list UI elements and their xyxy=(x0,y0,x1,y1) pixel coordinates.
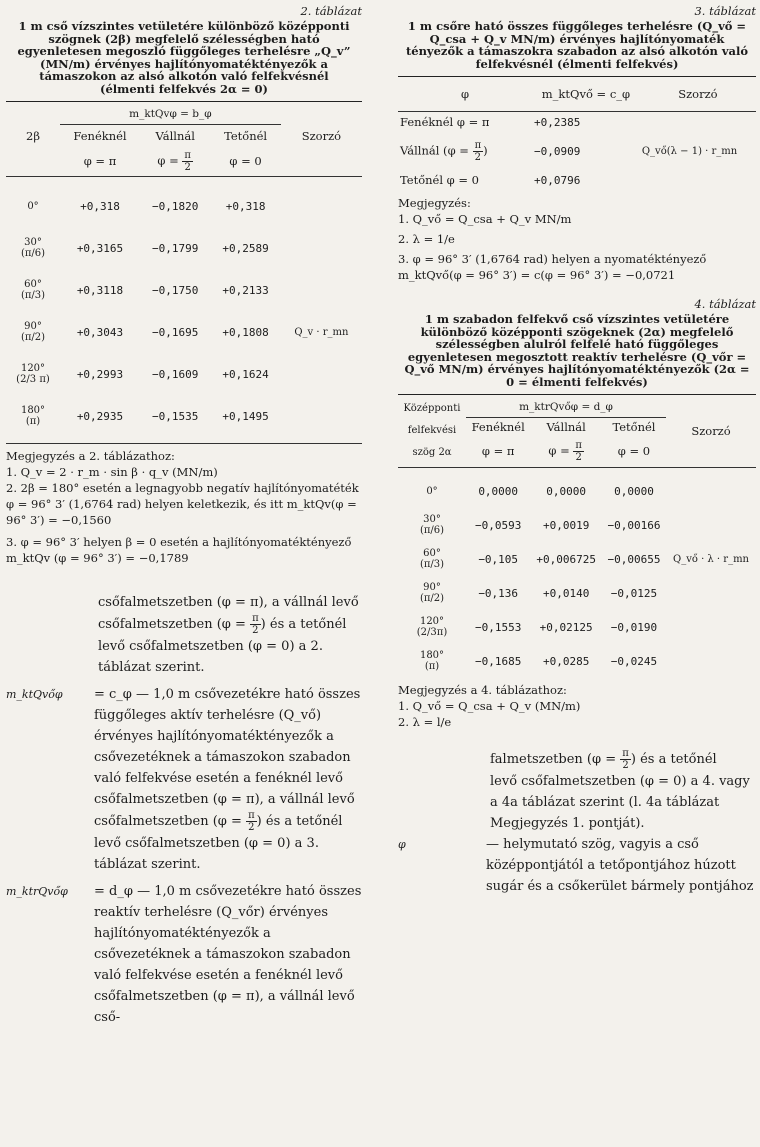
left-intro-line-1: csőfalmetszetben (φ = π), a vállnál levő xyxy=(98,595,359,610)
table3-vall-den: 2 xyxy=(474,151,482,163)
right-line-1: falmetszetben (φ = $\frac{\pi}{2}$ ) és a tetőnél xyxy=(490,748,717,771)
table2-cell-szorzo: Q_v · r_mn xyxy=(294,326,349,338)
table2-notes-title: Megjegyzés a 2. táblázathoz: xyxy=(6,449,175,463)
table3-col-phi: φ xyxy=(460,86,470,101)
table2 xyxy=(6,102,362,437)
table2-sub-vall-lhs: φ = xyxy=(157,153,179,168)
table4-col-szorzo: Szorzó xyxy=(691,424,731,438)
table3-col-m: m_ktQvő = c_φ xyxy=(541,86,631,101)
table2-cell-szorzo xyxy=(281,185,362,227)
table4-angle-deg: 120° xyxy=(419,616,445,627)
left-def1-vall-num: π xyxy=(248,810,255,821)
table2-cell-angle xyxy=(6,185,60,227)
table4-body xyxy=(398,474,756,678)
table3-label: 3. táblázat xyxy=(694,4,756,18)
table3-row2-szorzo: Q_vő(λ − 1) · r_mn xyxy=(641,145,738,157)
table3-row3-value: +0,0796 xyxy=(534,173,581,187)
table3-row2-value: −0,0909 xyxy=(534,144,581,158)
table4-cell-angle xyxy=(398,508,466,542)
left-def1: m_ktQvőφ = c_φ — 1,0 m csővezetékre ható összes függőleges aktív terhelésre (Q_vő) érvényes hajlítónyomatéktényezők a csővezetéknek a támaszokon szabadon való felfekvése esetén a fenéknél levő csőfalmetszetben (φ = π), a vállnál levő csőfalmetszetben (φ = $\frac{\pi}{2}$ ) és a tetőnél levő csőfalmetszetben (φ = 0) a 3. táblázat szerint. xyxy=(6,684,362,875)
table4-angle-deg: 30° xyxy=(423,514,441,525)
table4-angle-rad: (π/2) xyxy=(419,593,445,604)
table2-cell-szorzo xyxy=(281,353,362,395)
right-vall-lhs: φ = xyxy=(592,752,617,767)
table2-title: 1 m cső vízszintes vetületére különböző középponti szögnek (2β) megfelelő szélességben ható egyenletesen megoszló függőleges terhelésre „Q_v” (MN/m) érvényes hajlítónyomatéktényezők a támaszokon az alsó alkotón való felfekvésnél (élmenti felfekvés 2α = 0) xyxy=(17,19,351,96)
table4-main-header: m_ktrQvőφ = d_φ xyxy=(466,395,666,418)
table4-cell-teto: −0,0125 xyxy=(610,586,658,600)
table2-bottom-rule xyxy=(6,443,362,444)
table4-angle-deg: 180° xyxy=(419,650,445,661)
table2-angle-rad: (π/3) xyxy=(20,290,46,301)
table4-cell-vall: +0,02125 xyxy=(539,620,593,634)
table2-cell-angle xyxy=(6,395,60,437)
table3-note-1: 1. Q_vő = Q_csa + Q_v MN/m xyxy=(398,212,572,226)
left-vall-lhs: φ = xyxy=(221,617,246,632)
right-def-text: — helymutató szög, vagyis a cső középpontjától a tetőpontjához húzott sugár és a csőkerület bármely pontjához xyxy=(486,837,754,894)
table2-col-2b: 2β xyxy=(26,128,40,143)
table4-angle-rad: (π/3) xyxy=(419,559,445,570)
table4-sub-vall-num: π xyxy=(575,439,582,451)
right-vall-frac xyxy=(620,748,631,771)
table4-notes xyxy=(398,682,756,730)
table4-cell-angle xyxy=(398,576,466,610)
table3 xyxy=(398,77,756,191)
table4-cell-angle xyxy=(398,542,466,576)
table2-angle-rad: (π/6) xyxy=(20,248,46,259)
table4-cell-angle xyxy=(398,644,466,678)
table4-cell-fenek: −0,0593 xyxy=(475,518,522,532)
table2-angle-rad: (π/2) xyxy=(20,332,46,343)
table4-sub-vall-den: 2 xyxy=(575,451,582,463)
table4-cell-szorzo xyxy=(666,474,756,508)
table4-cell-szorzo xyxy=(666,576,756,610)
left-def1-vall-lhs: φ = xyxy=(217,814,242,829)
right-body-text xyxy=(398,748,756,897)
table2-cell-teto: +0,1624 xyxy=(222,367,269,381)
table2-sub-vall-den: 2 xyxy=(184,161,191,173)
table4-title: 1 m szabadon felfekvő cső vízszintes vetületére különböző középponti szögeknek (2α) megfelelő szélességben alulról felfelé ható függőleges egyenletesen megosztott reaktív terhelésre (Q_vőr = Q_vő MN/m) érvényes hajlítónyomatéktényezők (2α = 0 = élmenti felfekvés) xyxy=(404,312,750,389)
table4-row xyxy=(398,508,756,542)
table2-angle-deg: 0° xyxy=(27,200,39,212)
table2-col-fenek: Fenéknél xyxy=(73,128,127,143)
table2-main-header: m_ktQvφ = b_φ xyxy=(60,102,281,125)
right-line-1-post: és a tetőnél xyxy=(640,752,717,767)
table2-sub-vall-frac xyxy=(182,150,193,173)
table2-cell-fenek: +0,2935 xyxy=(76,409,124,423)
table2-cell-teto: +0,2589 xyxy=(222,241,269,255)
table2-label: 2. táblázat xyxy=(300,4,362,18)
table2-angle-rad: (2/3 π) xyxy=(16,374,50,385)
table3-row3-label: Tetőnél φ = 0 xyxy=(400,173,479,187)
table4-angle-deg: 60° xyxy=(423,548,441,559)
left-intro-line-2-text: csőfalmetszetben xyxy=(98,617,213,632)
table2-cell-vall: −0,1750 xyxy=(152,283,199,297)
table2-row xyxy=(6,311,362,353)
table4-cell-vall: 0,0000 xyxy=(546,484,587,498)
table3-row1-value: +0,2385 xyxy=(534,115,581,129)
right-line-2: levő csőfalmetszetben (φ = 0) a 4. vagy a 4a táblázat szerint (l. 4a táblázat Megjegyzés 1. pontját). xyxy=(490,774,750,831)
table3-title: 1 m csőre ható összes függőleges terhelésre (Q_vő = Q_csa + Q_v MN/m) érvényes hajlítónyomaték tényezők a támaszokra szabadon az alsó alkotón való felfekvésnél (élmenti felfekvés) xyxy=(405,19,749,71)
table4-angle-rad: (π/6) xyxy=(419,525,445,536)
left-def2-symbol: m_ktrQvőφ xyxy=(6,885,68,898)
table2-cell-teto: +0,1495 xyxy=(222,409,269,423)
table4-col-fenek: Fenéknél xyxy=(471,419,525,434)
table2-cell-vall: −0,1820 xyxy=(152,199,199,213)
table4-sub-teto: φ = 0 xyxy=(617,444,651,459)
table4-cell-szorzo: Q_vő · λ · r_mn xyxy=(673,553,749,565)
table4-cell-teto: 0,0000 xyxy=(614,484,654,498)
right-def-symbol: φ xyxy=(398,838,406,851)
table2-body xyxy=(6,185,362,437)
table4-sub-vall-lhs: φ = xyxy=(548,443,570,458)
table2-sub-fenek: φ = π xyxy=(83,154,117,169)
table4-row xyxy=(398,644,756,678)
table4-cell-vall: +0,0285 xyxy=(542,654,590,668)
table2-cell-angle xyxy=(6,353,60,395)
table4-row xyxy=(398,542,756,576)
table2-cell-vall: −0,1799 xyxy=(152,241,199,255)
table2-cell-szorzo xyxy=(281,395,362,437)
left-intro-line-2-tail: és a tetőnél xyxy=(269,617,347,632)
right-column xyxy=(398,4,756,897)
table3-col-szorzo: Szorzó xyxy=(678,86,718,101)
table4-cell-fenek: −0,105 xyxy=(478,552,519,566)
table2-row xyxy=(6,185,362,227)
table2-cell-szorzo xyxy=(281,227,362,269)
table3-row1-label: Fenéknél φ = π xyxy=(400,115,490,130)
table4-cell-vall: +0,0140 xyxy=(542,586,590,600)
left-def2 xyxy=(6,881,362,1028)
table2-row xyxy=(6,269,362,311)
table3-note-2: 2. λ = 1/e xyxy=(398,232,455,246)
right-def xyxy=(398,834,756,897)
table4-cell-teto: −0,0190 xyxy=(610,620,658,634)
table2-col-szorzo: Szorzó xyxy=(301,128,342,143)
table2-row xyxy=(6,353,362,395)
table3-row2-label: Vállnál (φ = $\frac{\pi}{2}$ ) xyxy=(400,139,488,163)
right-line-1-pre: falmetszetben xyxy=(490,752,583,767)
table4-cell-angle xyxy=(398,610,466,644)
table2-notes xyxy=(6,448,362,566)
table4-note-2: 2. λ = l/e xyxy=(398,715,452,729)
table4 xyxy=(398,395,756,678)
table2-cell-teto: +0,1808 xyxy=(222,325,269,339)
table4-cell-szorzo xyxy=(666,644,756,678)
table2-cell-vall: −0,1695 xyxy=(152,325,199,339)
table2-cell-angle xyxy=(6,311,60,353)
table4-cell-szorzo xyxy=(666,508,756,542)
table4-note-1: 1. Q_vő = Q_csa + Q_v (MN/m) xyxy=(398,699,581,713)
table4-sub-vall-frac xyxy=(573,440,584,463)
table2-sub-vall xyxy=(140,147,210,177)
table4-angle-rad: (2/3π) xyxy=(416,627,448,638)
table4-row xyxy=(398,610,756,644)
table3-vall-lhs: φ = xyxy=(447,143,469,157)
left-vall-num: π xyxy=(252,613,259,624)
table4-cell-fenek: 0,0000 xyxy=(478,484,519,498)
table2-note-2: 2. 2β = 180° esetén a legnagyobb negatív hajlítónyomatéték φ = 96° 3′ (1,6764 rad) helyen keletkezik, és itt m_ktQv(φ = 96° 3′) = −0,1560 xyxy=(6,481,359,527)
right-vall-den: 2 xyxy=(622,760,629,771)
table4-col-vall: Vállnál xyxy=(546,419,586,434)
left-column xyxy=(6,4,362,1028)
table2-angle-deg: 180° xyxy=(20,405,46,416)
left-body-text xyxy=(6,592,362,1028)
left-intro-line-2: csőfalmetszetben (φ = $\frac{\pi}{2}$ ) és a tetőnél xyxy=(98,613,347,636)
left-def1-text: = c_φ — 1,0 m csővezetékre ható összes függőleges aktív terhelésre (Q_vő) érvényes hajlítónyomatéktényezők a csővezetéknek a támaszokon szabadon való felfekvése esetén a fenéknél levő csőfalmetszetben (φ = π), a vállnál levő csőfalmetszetben xyxy=(94,687,361,829)
table2-cell-fenek: +0,318 xyxy=(80,199,120,213)
right-vall-num: π xyxy=(622,748,629,759)
left-def2-text: = d_φ — 1,0 m csővezetékre ható összes reaktív terhelésre (Q_vőr) érvényes hajlítónyomatéktényezők a csővezetéknek a támaszokon szabadon való felfekvése esetén a fenéknél levő csőfalmetszetben (φ = π), a vállnál levő cső- xyxy=(94,884,362,1025)
table2-col-vall: Vállnál xyxy=(155,128,195,143)
table2-row xyxy=(6,227,362,269)
left-def1-tail: és a tetőnél levő csőfalmetszetben (φ = 0) a 3. táblázat szerint. xyxy=(94,814,343,872)
table4-angle-deg: 0° xyxy=(426,485,438,497)
table3-vall-frac xyxy=(473,140,484,163)
table4-cell-teto: −0,00655 xyxy=(607,552,661,566)
table4-angle-rad: (π) xyxy=(424,661,440,672)
table4-cell-szorzo xyxy=(666,610,756,644)
table4-sub-vall xyxy=(530,436,602,468)
left-def1-symbol: m_ktQvőφ xyxy=(6,688,63,701)
table3-note-3: 3. φ = 96° 3′ (1,6764 rad) helyen a nyomatéktényező m_ktQvő(φ = 96° 3′) = c(φ = 96° 3′) = −0,0721 xyxy=(398,252,707,282)
table2-sub-vall-num: π xyxy=(184,149,191,161)
table2-angle-deg: 120° xyxy=(20,363,46,374)
table4-row xyxy=(398,576,756,610)
left-vall-frac xyxy=(250,613,261,636)
left-vall-den: 2 xyxy=(252,625,259,636)
table4-notes-title: Megjegyzés a 4. táblázathoz: xyxy=(398,683,567,697)
table2-cell-fenek: +0,3118 xyxy=(76,283,124,297)
table3-vall-num: π xyxy=(474,139,482,151)
table2-angle-deg: 30° xyxy=(24,237,42,248)
table2-angle-rad: (π) xyxy=(25,416,41,427)
table4-label: 4. táblázat xyxy=(694,297,756,311)
table4-angle-deg: 90° xyxy=(423,582,441,593)
table2-cell-fenek: +0,3043 xyxy=(76,325,124,339)
table4-row xyxy=(398,474,756,508)
table4-cell-fenek: −0,1685 xyxy=(475,654,522,668)
table2-cell-vall: −0,1609 xyxy=(152,367,199,381)
table4-cell-fenek: −0,136 xyxy=(478,586,519,600)
table4-col-teto: Tetőnél xyxy=(612,419,656,434)
table2-cell-angle xyxy=(6,269,60,311)
table2-cell-szorzo xyxy=(281,269,362,311)
table2-cell-angle xyxy=(6,227,60,269)
table4-cell-teto: −0,00166 xyxy=(607,518,661,532)
table3-notes-title: Megjegyzés: xyxy=(398,196,471,210)
table2-angle-deg: 60° xyxy=(24,279,42,290)
table4-cell-vall: +0,006725 xyxy=(536,552,596,566)
left-def1-vall-den: 2 xyxy=(248,822,255,833)
table2-cell-fenek: +0,2993 xyxy=(76,367,124,381)
table4-cell-teto: −0,0245 xyxy=(610,654,658,668)
table2-cell-vall: −0,1535 xyxy=(152,409,199,423)
table2-cell-teto: +0,2133 xyxy=(222,283,269,297)
table4-cell-angle xyxy=(398,474,466,508)
table2-note-1: 1. Q_v = 2 · r_m · sin β · q_v (MN/m) xyxy=(6,465,218,479)
table4-sub-fenek: φ = π xyxy=(481,444,515,459)
table4-col-kozep: Középponti felfekvési szög 2α xyxy=(403,403,461,458)
table3-row2-label-text: Vállnál xyxy=(400,143,440,157)
table2-angle-deg: 90° xyxy=(24,321,42,332)
table2-sub-teto: φ = 0 xyxy=(229,154,262,169)
table2-row xyxy=(6,395,362,437)
table2-note-3: 3. φ = 96° 3′ helyen β = 0 esetén a hajlítónyomatéktényező m_ktQv (φ = 96° 3′) = −0,1789 xyxy=(6,535,352,565)
table2-cell-teto: +0,318 xyxy=(225,199,266,213)
left-def1-vall-frac xyxy=(246,810,257,833)
table2-col-teto: Tetőnél xyxy=(224,128,268,143)
left-intro-line-3: levő csőfalmetszetben (φ = 0) a 2. táblázat szerint. xyxy=(98,639,323,675)
table4-cell-vall: +0,0019 xyxy=(542,518,590,532)
table2-cell-fenek: +0,3165 xyxy=(76,241,124,255)
table4-cell-fenek: −0,1553 xyxy=(475,620,522,634)
table3-notes xyxy=(398,195,756,283)
